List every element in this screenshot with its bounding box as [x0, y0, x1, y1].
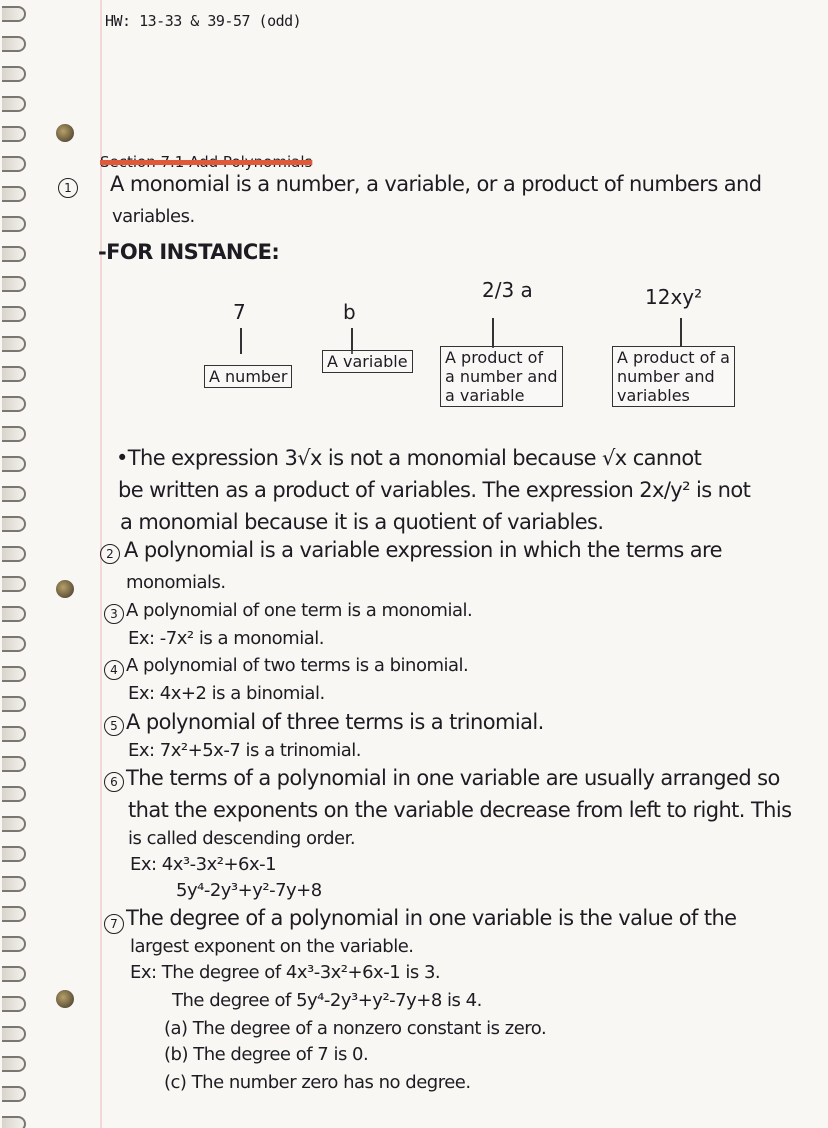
example-label: a number and — [445, 367, 558, 386]
point-number: 5 — [104, 716, 124, 736]
point3-line1: A polynomial of one term is a monomial. — [126, 600, 473, 621]
example-arrow — [680, 318, 682, 346]
spiral-coil — [2, 756, 26, 772]
spiral-coil — [2, 96, 26, 112]
note-line3: a monomial because it is a quotient of variables. — [120, 510, 604, 534]
example-label: a variable — [445, 386, 525, 405]
point7-line2: largest exponent on the variable. — [130, 936, 414, 957]
spiral-coil — [2, 486, 26, 502]
spiral-coil — [2, 1086, 26, 1102]
spiral-coil — [2, 996, 26, 1012]
point6-example2: 5y⁴-2y³+y²-7y+8 — [176, 880, 322, 901]
example-label: variables — [617, 386, 690, 405]
example-label: A product of a — [617, 348, 730, 367]
point6-line1: The terms of a polynomial in one variable are usually arranged so — [126, 766, 780, 790]
note-line1: •The expression 3√x is not a monomial because √x cannot — [116, 446, 702, 470]
spiral-coil — [2, 606, 26, 622]
example-arrow — [492, 318, 494, 348]
point5-example: Ex: 7x²+5x-7 is a trinomial. — [128, 740, 362, 761]
punch-hole — [56, 580, 74, 598]
spiral-coil — [2, 306, 26, 322]
example-expr: 7 — [233, 300, 246, 324]
spiral-coil — [2, 726, 26, 742]
note-line2: be written as a product of variables. The expression 2x/y² is not — [118, 478, 751, 502]
spiral-coil — [2, 216, 26, 232]
point6-example1: Ex: 4x³-3x²+6x-1 — [130, 854, 277, 875]
spiral-coil — [2, 1116, 26, 1128]
spiral-coil — [2, 1026, 26, 1042]
point5-line1: A polynomial of three terms is a trinomial. — [126, 710, 544, 734]
for-instance-label: -FOR INSTANCE: — [98, 240, 280, 264]
spiral-coil — [2, 846, 26, 862]
spiral-coil — [2, 396, 26, 412]
example-label-box — [612, 346, 735, 407]
spiral-coil — [2, 666, 26, 682]
spiral-binding — [0, 0, 30, 1128]
point-number: 6 — [104, 772, 124, 792]
spiral-coil — [2, 1056, 26, 1072]
spiral-coil — [2, 36, 26, 52]
spiral-coil — [2, 456, 26, 472]
example-label: A number — [209, 367, 288, 386]
point1-line1: A monomial is a number, a variable, or a product of numbers and — [110, 172, 762, 196]
point4-example: Ex: 4x+2 is a binomial. — [128, 683, 325, 704]
point7-b: (b) The degree of 7 is 0. — [164, 1044, 369, 1065]
spiral-coil — [2, 366, 26, 382]
spiral-coil — [2, 786, 26, 802]
example-label-box — [322, 350, 413, 373]
point-number: 1 — [58, 178, 78, 198]
punch-hole — [56, 124, 74, 142]
example-expr: b — [343, 300, 356, 324]
point2-line1: A polynomial is a variable expression in which the terms are — [124, 538, 722, 562]
point1-line2: variables. — [112, 206, 195, 227]
spiral-coil — [2, 126, 26, 142]
point7-example1: Ex: The degree of 4x³-3x²+6x-1 is 3. — [130, 962, 441, 983]
spiral-coil — [2, 6, 26, 22]
point3-example: Ex: -7x² is a monomial. — [128, 628, 324, 649]
point2-line2: monomials. — [126, 572, 226, 593]
example-expr: 2/3 a — [482, 278, 533, 302]
point-number: 3 — [104, 604, 124, 624]
spiral-coil — [2, 906, 26, 922]
point4-line1: A polynomial of two terms is a binomial. — [126, 655, 469, 676]
spiral-coil — [2, 156, 26, 172]
spiral-coil — [2, 66, 26, 82]
spiral-coil — [2, 546, 26, 562]
homework-note: HW: 13-33 & 39-57 (odd) — [105, 12, 302, 30]
point7-a: (a) The degree of a nonzero constant is zero. — [164, 1018, 547, 1039]
section-title: Section 7.1 Add Polynomials — [100, 153, 313, 171]
spiral-coil — [2, 246, 26, 262]
example-label-box — [440, 346, 563, 407]
spiral-coil — [2, 636, 26, 652]
point6-line2: that the exponents on the variable decrease from left to right. This — [128, 798, 792, 822]
spiral-coil — [2, 336, 26, 352]
spiral-coil — [2, 936, 26, 952]
point7-example2: The degree of 5y⁴-2y³+y²-7y+8 is 4. — [172, 990, 482, 1011]
example-label-box — [204, 365, 292, 388]
example-label: A product of — [445, 348, 544, 367]
spiral-coil — [2, 276, 26, 292]
point7-c: (c) The number zero has no degree. — [164, 1072, 471, 1093]
point-number: 4 — [104, 660, 124, 680]
example-expr: 12xy² — [645, 285, 703, 309]
example-label: number and — [617, 367, 715, 386]
spiral-coil — [2, 816, 26, 832]
example-arrow — [240, 328, 242, 354]
point-number: 7 — [104, 914, 124, 934]
spiral-coil — [2, 576, 26, 592]
point-number: 2 — [100, 544, 120, 564]
example-label: A variable — [327, 352, 408, 371]
punch-hole — [56, 990, 74, 1008]
spiral-coil — [2, 426, 26, 442]
point6-line3: is called descending order. — [128, 828, 356, 849]
spiral-coil — [2, 186, 26, 202]
spiral-coil — [2, 966, 26, 982]
point7-line1: The degree of a polynomial in one variable is the value of the — [126, 906, 737, 930]
spiral-coil — [2, 516, 26, 532]
spiral-coil — [2, 696, 26, 712]
spiral-coil — [2, 876, 26, 892]
